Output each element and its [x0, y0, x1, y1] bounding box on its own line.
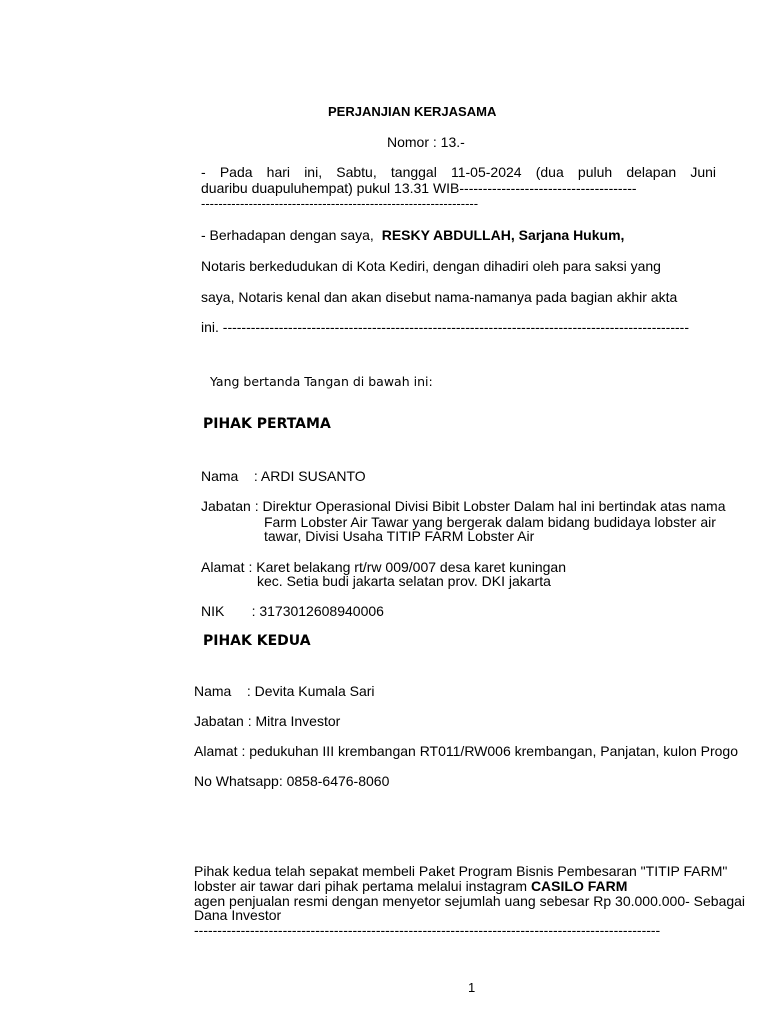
document-number: Nomor : 13.-: [387, 134, 465, 150]
opening-line-3: ----------------------------------------------------------------: [201, 196, 479, 211]
document-title: [328, 104, 496, 120]
opening-line-1: - Pada hari ini, Sabtu, tanggal 11-05-2024 (dua puluh delapan Juni: [201, 164, 716, 180]
party-two-whatsapp: No Whatsapp: 0858-6476-8060: [194, 773, 390, 789]
appearance-prefix: - Berhadapan dengan saya,: [201, 227, 374, 243]
party-one-nik: NIK : 3173012608940006: [201, 603, 384, 619]
party-one-position-3: tawar, Divisi Usaha TITIP FARM Lobster Air: [264, 528, 535, 544]
party-one-name: Nama : ARDI SUSANTO: [201, 468, 366, 484]
page-number: 1: [468, 980, 476, 995]
opening-line-2: duaribu duapuluhempat) pukul 13.31 WIB--------------------------------------: [201, 180, 637, 196]
title-part-2: KERJASAMA: [413, 104, 497, 119]
casilo-farm-label: CASILO FARM: [530, 878, 628, 894]
party-two-name: Nama : Devita Kumala Sari: [194, 683, 375, 699]
notary-line-2: saya, Notaris kenal dan akan disebut nama-namanya pada bagian akhir akta: [201, 289, 678, 305]
party-one-position-1: Jabatan : Direktur Operasional Divisi Bibit Lobster Dalam hal ini bertindak atas nama: [201, 498, 726, 514]
intro-text: Yang bertanda Tangan di bawah ini:: [210, 374, 433, 389]
party-two-address: Alamat : pedukuhan III krembangan RT011/RW006 krembangan, Panjatan, kulon Progo: [194, 743, 739, 759]
notary-line-3: ini. ----------------------------------------------------------------------------------------------------: [201, 319, 689, 335]
party-one-heading: PIHAK PERTAMA: [203, 416, 331, 432]
party-one-address-2: kec. Setia budi jakarta selatan prov. DKI jakarta: [257, 573, 551, 589]
appearance-line: [201, 227, 624, 244]
party-two-position: Jabatan : Mitra Investor: [194, 713, 341, 729]
agreement-line-2-text: lobster air tawar dari pihak pertama melalui instagram: [194, 878, 528, 894]
agreement-line-1: Pihak kedua telah sepakat membeli Paket Program Bisnis Pembesaran "TITIP FARM": [194, 863, 728, 879]
agreement-line-5: ----------------------------------------------------------------------------------------------------: [194, 922, 661, 938]
agreement-line-3: agen penjualan resmi dengan menyetor sejumlah uang sebesar Rp 30.000.000- Sebagai: [194, 893, 746, 909]
agreement-line-4: Dana Investor: [194, 907, 282, 923]
party-one-address-1: Alamat : Karet belakang rt/rw 009/007 desa karet kuningan: [201, 559, 566, 575]
notary-name: RESKY ABDULLAH, Sarjana Hukum,: [381, 227, 625, 243]
notary-line-1: Notaris berkedudukan di Kota Kediri, dengan dihadiri oleh para saksi yang: [201, 258, 661, 274]
party-one-position-2: Farm Lobster Air Tawar yang bergerak dalam bidang budidaya lobster air: [264, 514, 716, 530]
party-two-heading: PIHAK KEDUA: [203, 633, 311, 649]
title-part-1: PERJANJIAN: [328, 104, 411, 119]
